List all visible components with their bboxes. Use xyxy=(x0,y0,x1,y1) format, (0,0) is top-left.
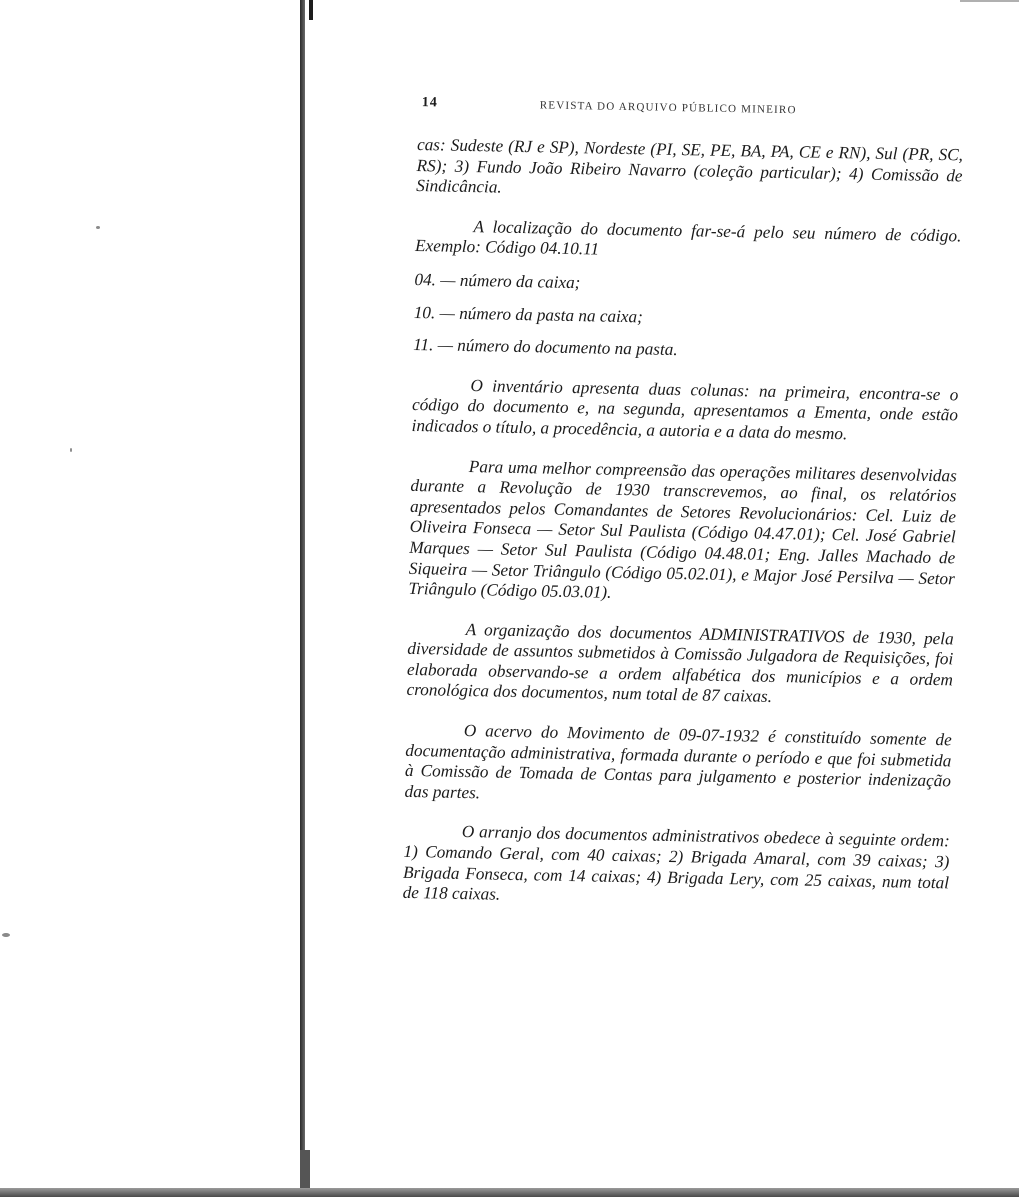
running-header xyxy=(418,95,964,129)
binding-mark-top xyxy=(309,0,313,20)
code-list-item: 10. — número da pasta na caixa; xyxy=(413,302,643,326)
page-bottom-edge xyxy=(0,1188,1019,1197)
paragraph: Para uma melhor compreensão das operações militares desenvolvidas durante a Revolução de 1930 transcrevemos, ao final, os relatórios apresentados pelos Comandantes de Setores Revolucionários: Cel. Luiz de Oliveira Fonseca — Setor Sul Paulista (Código 04.47.01); Cel. José Gabriel Marques — Setor Sul Paulista (Código 04.48.01; Eng. Jalles Machado de Siqueira — Setor Triângulo (Código 05.02.01), e Major José Persilva — Setor Triângulo (Código 05.03.01). xyxy=(408,456,957,602)
paragraph: O arranjo dos documentos administrativos obedece à seguinte ordem: 1) Comando Geral, com 40 caixas; 2) Brigada Amaral, com 39 caixas; 3) Brigada Fonseca, com 14 caixas; 4) Brigada Lery, com 25 caixas, num total de 118 caixas. xyxy=(402,822,950,904)
document-page xyxy=(402,95,964,933)
paragraph: O inventário apresenta duas colunas: na primeira, encontra-se o código do documento e, na segunda, apresentamos a Ementa, onde estão indicados o título, a procedência, a autoria e a data do mesmo. xyxy=(411,375,959,444)
binding-mark-bottom xyxy=(300,1150,310,1190)
paragraph: O acervo do Movimento de 09-07-1932 é constituído somente de documentação administrativa, formada durante o período e que foi submetida à Comissão de Tomada de Contas para julgamento e posterior indenização das partes. xyxy=(404,721,952,803)
code-list-item: 11. — número do documento na pasta. xyxy=(413,335,678,360)
code-list-item: 04. — número da caixa; xyxy=(414,269,581,293)
body-text xyxy=(402,135,963,914)
page-top-edge xyxy=(960,0,1019,2)
scan-speck xyxy=(70,448,72,452)
paragraph: A localização do documento far-se-á pelo seu número de código. Exemplo: Código 04.10.11 xyxy=(414,216,962,259)
paragraph: cas: Sudeste (RJ e SP), Nordeste (PI, SE, PE, BA, PA, CE e RN), Sul (PR, SC, RS); 3) Fundo João Ribeiro Navarro (coleção particular); 4) Comissão de Sindicância. xyxy=(416,134,964,197)
scan-speck xyxy=(96,226,100,229)
page-binding-shadow xyxy=(300,0,305,1175)
running-title: REVISTA DO ARQUIVO PÚBLICO MINEIRO xyxy=(539,99,797,117)
page-number: 14 xyxy=(421,95,438,111)
scan-speck xyxy=(2,933,10,937)
paragraph: A organização dos documentos ADMINISTRATIVOS de 1930, pela diversidade de assuntos submetidos à Comissão Julgadora de Requisições, foi elaborada observando-se a ordem alfabética dos municípios e a ordem cronológica dos documentos, num total de 87 caixas. xyxy=(406,619,954,707)
